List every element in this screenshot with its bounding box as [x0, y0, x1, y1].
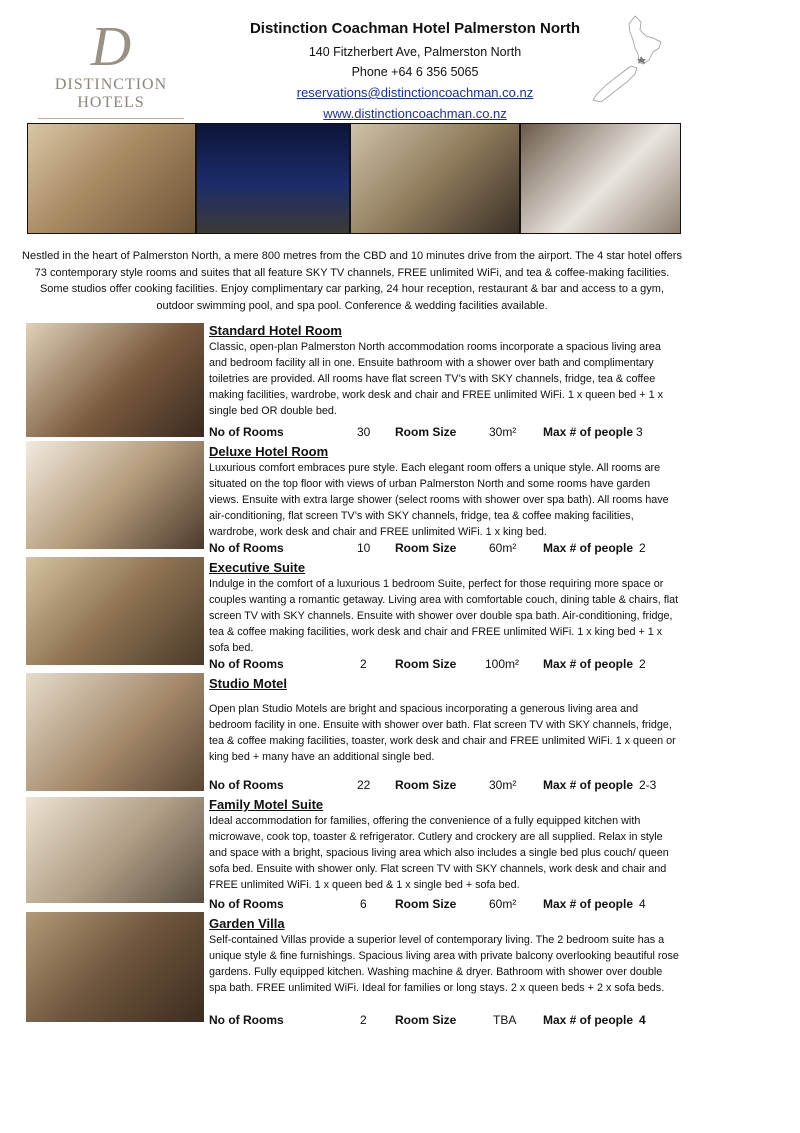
- executive-suite-photo: [26, 557, 204, 665]
- email-link[interactable]: reservations@distinctioncoachman.co.nz: [296, 85, 534, 100]
- hotel-title: Distinction Coachman Hotel Palmerston North: [249, 20, 581, 37]
- max-people: 2: [639, 657, 646, 671]
- max-people: 4: [639, 1013, 646, 1027]
- size-label: Room Size: [395, 541, 457, 555]
- max-people: 4: [639, 897, 646, 911]
- room-description: Luxurious comfort embraces pure style. Each elegant room offers a unique style. All rooms are situated on the top floor with views of urban Palmerston North and some rooms have garden views. Ensuite with extra large shower (select rooms with shower over spa bath). All rooms have air-conditioning, flat screen TV’s with SKY channels, fridge, tea & coffee making facilities, wardrobe, work desk and chair and FREE unlimited WiFi. 1 x king bed.: [209, 462, 669, 538]
- rooms-label: No of Rooms: [209, 425, 284, 439]
- size-label: Room Size: [395, 425, 457, 439]
- room-description: Open plan Studio Motels are bright and spacious incorporating a generous living area and bedroom facility in one. Ensuite with shower over bath. Flat screen TV with SKY channels, fridge, tea & coffee making facilities, toaster, work desk and chair and FREE unlimited WiFi. 1 x queen or king bed + many have an additional single bed.: [209, 703, 676, 763]
- logo-mark: D: [90, 16, 132, 78]
- room-description: Classic, open-plan Palmerston North accommodation rooms incorporate a spacious living area and bedroom facility all in one. Ensuite bathroom with a shower over bath and complimentary toiletries are provided. All rooms have flat screen TV’s with SKY channels, fridge, tea & coffee making facilities, wardrobe, work desk and chair and FREE unlimited WiFi. 1 x queen bed + 1 x single bed OR double bed.: [209, 341, 663, 417]
- rooms-count: 10: [357, 541, 371, 555]
- size-label: Room Size: [395, 657, 457, 671]
- logo-rule: [38, 118, 184, 119]
- hotel-phone: Phone +64 6 356 5065: [351, 65, 479, 79]
- room-size: 30m²: [489, 425, 517, 439]
- room-title: Executive Suite: [209, 560, 306, 575]
- size-label: Room Size: [395, 1013, 457, 1027]
- max-label: Max # of people: [543, 778, 634, 792]
- room-size: 100m²: [485, 657, 520, 671]
- room-description: Self-contained Villas provide a superior level of contemporary living. The 2 bedroom suite has a unique style & fine furnishings. Spacious living area with private balcony overlooking beautiful rose gardens. Fully equipped kitchen. Washing machine & dryer. Bathroom with shower over double spa bath. FREE unlimited WiFi. Ideal for families or long stays. 2 x queen beds + 2 x sofa beds.: [209, 934, 679, 994]
- room-title: Standard Hotel Room: [209, 323, 342, 338]
- room-description: Indulge in the comfort of a luxurious 1 bedroom Suite, perfect for those requiring more space or couples wanting a romantic getaway. Living area with comfortable couch, dining table & chairs, flat screen TV with SKY channels. Ensuite with shower over double spa bath. Air-conditioning, fridge, tea & coffee making facilities, work desk and chair and FREE unlimited WiFi. 1 x king bed + 1 x sofa bed.: [209, 578, 679, 654]
- size-label: Room Size: [395, 897, 457, 911]
- room-stats: [209, 1013, 679, 1029]
- max-people: 2-3: [639, 778, 657, 792]
- room-size: 30m²: [489, 778, 517, 792]
- rooms-count: 6: [360, 897, 367, 911]
- rooms-count: 22: [357, 778, 371, 792]
- room-title: Family Motel Suite: [209, 797, 324, 812]
- room-title: Deluxe Hotel Room: [209, 444, 329, 459]
- rooms-count: 2: [360, 1013, 367, 1027]
- room-size: 60m²: [489, 541, 517, 555]
- room-stats: [209, 425, 679, 441]
- standard-room-photo: [26, 323, 204, 437]
- max-label: Max # of people: [543, 425, 634, 439]
- room-stats: [209, 897, 679, 913]
- hotel-exterior-night-photo: [197, 124, 349, 233]
- max-label: Max # of people: [543, 657, 634, 671]
- room-size: TBA: [493, 1013, 517, 1027]
- room-stats: [209, 778, 679, 794]
- room-size: 60m²: [489, 897, 517, 911]
- restaurant-photo: [351, 124, 518, 233]
- reception-photo: [28, 124, 195, 233]
- rooms-label: No of Rooms: [209, 897, 284, 911]
- hotel-photo-strip: [27, 123, 681, 234]
- max-label: Max # of people: [543, 541, 634, 555]
- distinction-hotels-logo: [30, 18, 192, 118]
- room-stats: [209, 657, 679, 673]
- wedding-photo: [521, 124, 681, 233]
- hotel-header: [230, 20, 600, 124]
- new-zealand-map-icon: [583, 12, 673, 107]
- rooms-label: No of Rooms: [209, 657, 284, 671]
- rooms-label: No of Rooms: [209, 541, 284, 555]
- size-label: Room Size: [395, 778, 457, 792]
- rooms-count: 2: [360, 657, 367, 671]
- hotel-address: 140 Fitzherbert Ave, Palmerston North: [308, 45, 522, 59]
- family-motel-suite-photo: [26, 797, 204, 903]
- max-label: Max # of people: [543, 897, 634, 911]
- room-stats: [209, 541, 679, 557]
- room-title: Garden Villa: [209, 916, 285, 931]
- rooms-label: No of Rooms: [209, 778, 284, 792]
- deluxe-room-photo: [26, 441, 204, 549]
- rooms-count: 30: [357, 425, 371, 439]
- room-description: Ideal accommodation for families, offering the convenience of a fully equipped kitchen with microwave, cook top, toaster & refrigerator. Cutlery and crockery are all supplied. Relax in style and space with a bright, spacious living area which also includes a single bed plus couch/ queen sofa bed. Ensuite with shower only. Flat screen TV with SKY channels, work desk and chair and FREE unlimited WiFi. 1 x queen bed & 1 x single bed + sofa bed.: [209, 815, 669, 891]
- room-title: Studio Motel: [209, 676, 287, 691]
- intro-paragraph: Nestled in the heart of Palmerston North, a mere 800 metres from the CBD and 10 minutes drive from the airport. The 4 star hotel offers 73 contemporary style rooms and suites that all feature SKY TV channels, FREE unlimited WiFi, and tea & coffee-making facilities. Some studios offer cooking facilities. Enjoy complimentary car parking, 24 hour reception, restaurant & bar and access to a gym, outdoor swimming pool, and spa pool. Conference & wedding facilities available.: [22, 250, 682, 312]
- max-people: 3: [636, 425, 643, 439]
- max-label: Max # of people: [543, 1013, 634, 1027]
- studio-motel-photo: [26, 673, 204, 791]
- website-link[interactable]: www.distinctioncoachman.co.nz: [323, 106, 507, 121]
- rooms-label: No of Rooms: [209, 1013, 284, 1027]
- logo-brand: DISTINCTION HOTELS: [54, 76, 168, 111]
- garden-villa-photo: [26, 912, 204, 1022]
- max-people: 2: [639, 541, 646, 555]
